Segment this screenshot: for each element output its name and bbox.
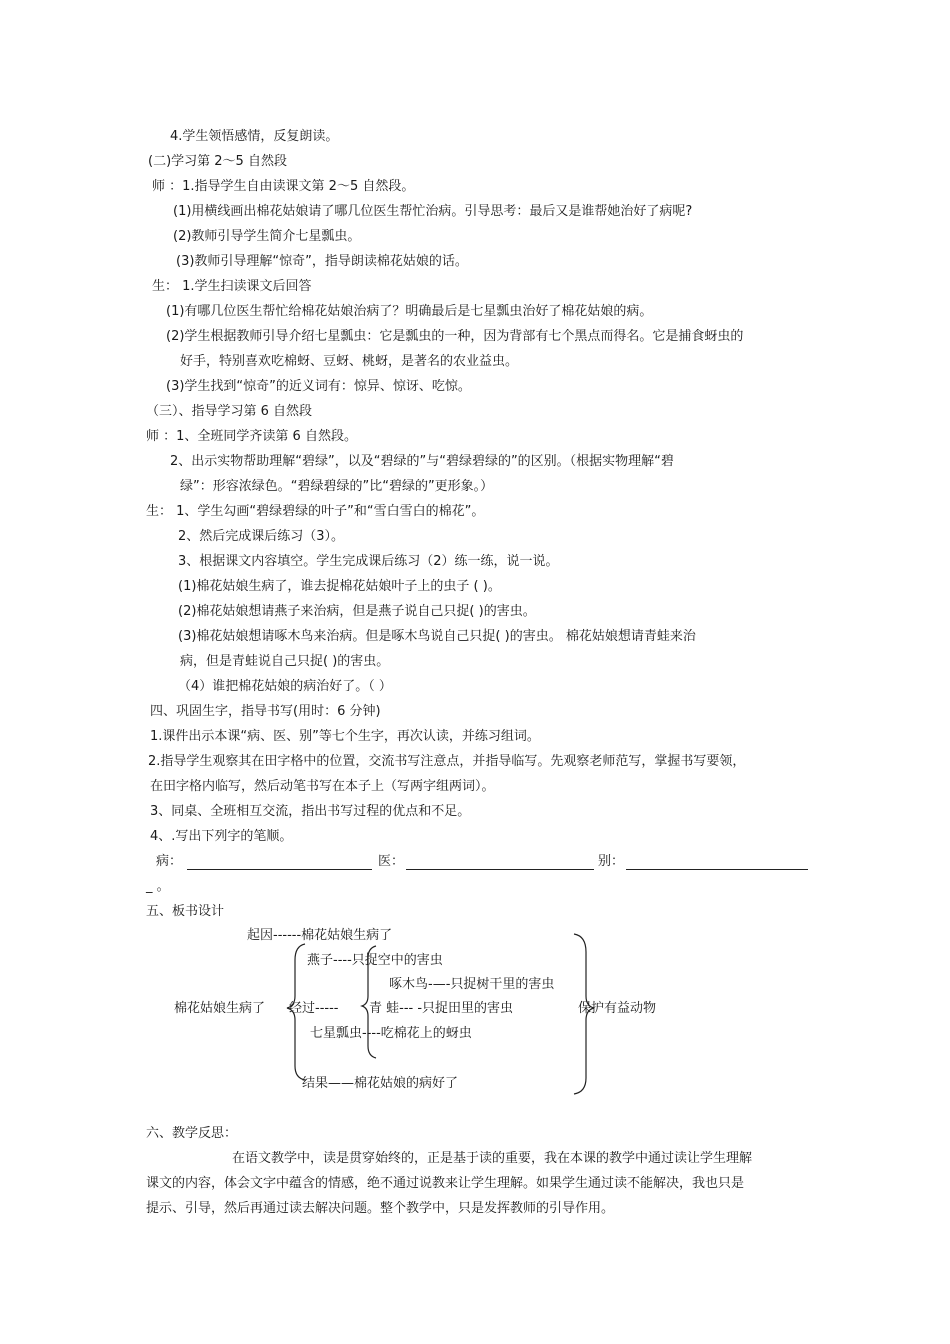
fill-blank-line: 病，但是青蛙说自己只捉( )的害虫。 [180, 654, 390, 669]
text-line: (2)学生根据教师引导介绍七星瓢虫：它是瓢虫的一种，因为背部有七个黑点而得名。它是捕食蚜虫的 [166, 329, 744, 344]
text-line: _ 。 [146, 879, 170, 894]
board-result: 结果——棉花姑娘的病好了 [302, 1076, 459, 1091]
board-woodpecker: 啄木鸟-—-只捉树干里的害虫 [389, 977, 555, 992]
board-protect: 保护有益动物 [578, 1001, 657, 1016]
section-heading: (二)学习第 2～5 自然段 [148, 154, 287, 169]
fill-blank-line: (1)棉花姑娘生病了，谁去捉棉花姑娘叶子上的虫子 ( )。 [178, 579, 501, 594]
text-line: 3、同桌、全班相互交流，指出书写过程的优点和不足。 [150, 804, 471, 819]
stroke-order-label-bie: 别： [598, 854, 625, 869]
text-line: (1)有哪几位医生帮忙给棉花姑娘治病了？明确最后是七星瓢虫治好了棉花姑娘的病。 [166, 304, 653, 319]
text-line: 1.课件出示本课“病、医、别”等七个生字，再次认读，并练习组词。 [150, 729, 540, 744]
board-cause: 起因------棉花姑娘生病了 [247, 928, 393, 943]
text-line: (3)教师引导理解“惊奇”，指导朗读棉花姑娘的话。 [176, 254, 468, 269]
board-swallow: 燕子----只捉空中的害虫 [307, 953, 443, 968]
section-heading: （三）、指导学习第 6 自然段 [146, 404, 313, 419]
board-process: 经过----- [289, 1001, 339, 1016]
section-heading: 四、巩固生字，指导书写(用时：6 分钟) [150, 704, 381, 719]
text-line: 2、然后完成课后练习（3）。 [178, 529, 345, 544]
stroke-order-label-yi: 医： [378, 854, 405, 869]
text-line: 在田字格内临写，然后动笔书写在本子上（写两字组两词）。 [150, 779, 495, 794]
text-line: 4.学生领悟感情，反复朗读。 [170, 129, 339, 144]
board-ladybug: 七星瓢虫----吃棉花上的蚜虫 [310, 1026, 472, 1041]
text-line: 3、根据课文内容填空。学生完成课后练习（2）练一练，说一说。 [178, 554, 559, 569]
reflection-line: 在语文教学中，读是贯穿始终的，正是基于读的重要，我在本课的教学中通过读让学生理解 [232, 1151, 753, 1166]
section-heading: 五、板书设计 [146, 904, 225, 919]
text-line: 4、.写出下列字的笔顺。 [150, 829, 293, 844]
text-line: 2.指导学生观察其在田字格中的位置，交流书写注意点，并指导临写。先观察老师范写，掌握书写要领， [148, 754, 746, 769]
text-line: 师 ：1.指导学生自由读课文第 2～5 自然段。 [152, 179, 415, 194]
board-frog: 青 蛙--- -只捉田里的害虫 [369, 1001, 514, 1016]
reflection-line: 课文的内容，体会文字中蕴含的情感，绝不通过说教来让学生理解。如果学生通过读不能解决，我也只是 [146, 1176, 745, 1191]
fill-blank-line: (3)棉花姑娘想请啄木鸟来治病。但是啄木鸟说自己只捉( )的害虫。 棉花姑娘想请青蛙来治 [178, 629, 696, 644]
text-line: 生： 1.学生扫读课文后回答 [152, 279, 312, 294]
reflection-line: 提示、引导，然后再通过读去解决问题。整个教学中，只是发挥教师的引导作用。 [146, 1201, 615, 1216]
section-heading: 六、教学反思： [146, 1126, 238, 1141]
text-line: 2、出示实物帮助理解“碧绿”，以及“碧绿的”与“碧绿碧绿的”的区别。（根据实物理解“碧 [170, 454, 674, 469]
fill-blank-line: (2)棉花姑娘想请燕子来治病，但是燕子说自己只捉( )的害虫。 [178, 604, 536, 619]
board-main-title: 棉花姑娘生病了 [174, 1001, 266, 1016]
text-line: (3)学生找到“惊奇”的近义词有：惊异、惊讶、吃惊。 [166, 379, 471, 394]
fill-blank-line: （4）谁把棉花姑娘的病治好了。（ ） [178, 679, 392, 694]
text-line: 好手，特别喜欢吃棉蚜、豆蚜、桃蚜，是著名的农业益虫。 [180, 354, 519, 369]
brace-right-outer [574, 934, 594, 1094]
brace-left-inner [362, 946, 376, 1058]
stroke-order-label-bing: 病： [156, 854, 183, 869]
text-line: 生： 1、学生勾画“碧绿碧绿的叶子”和“雪白雪白的棉花”。 [146, 504, 485, 519]
brace-left-outer [287, 944, 305, 1080]
text-line: (2)教师引导学生简介七星瓢虫。 [173, 229, 361, 244]
text-line: 绿”：形容浓绿色。“碧绿碧绿的”比“碧绿的”更形象。） [180, 479, 494, 494]
text-line: 师 ：1、全班同学齐读第 6 自然段。 [146, 429, 357, 444]
text-line: (1)用横线画出棉花姑娘请了哪几位医生帮忙治病。引导思考：最后又是谁帮她治好了病呢? [173, 204, 693, 219]
